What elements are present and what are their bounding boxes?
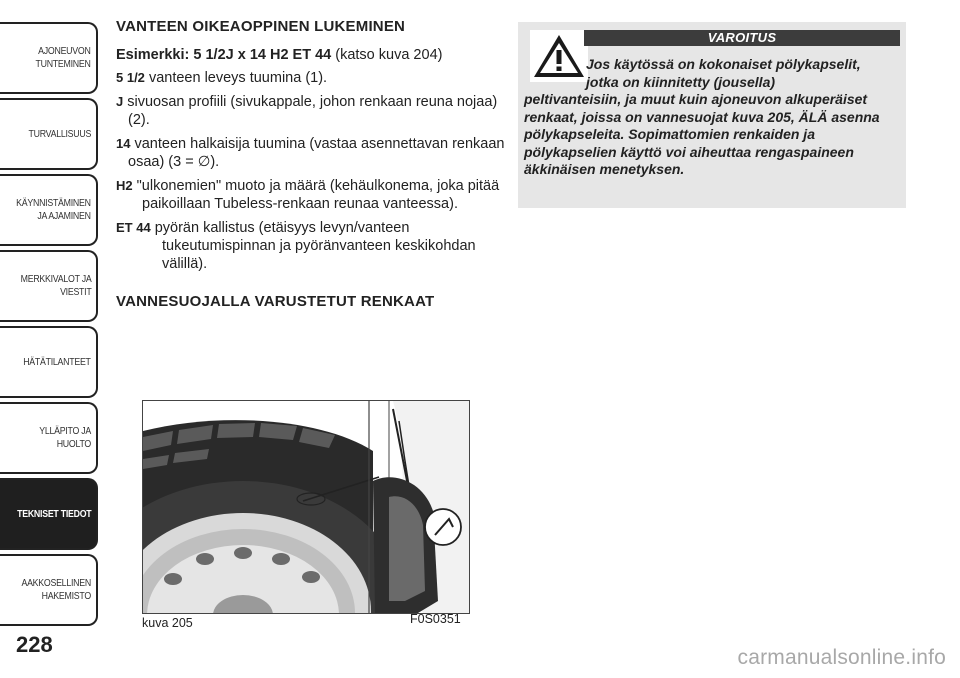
- tab-label: YLLÄPITO JA HUOLTO: [39, 426, 91, 450]
- warning-body: peltivanteisiin, ja muut kuin ajoneuvon alkuperäiset renkaat, joissa on vannesuojat kuva 205, ÄLÄ asenna pölykapseleita. Sopimattomien renkaiden ja pölykapselien käyttö voi aiheuttaa rengaspaineen äkkinäisen menetyksen.: [524, 91, 880, 177]
- definition-term: H2: [116, 178, 133, 193]
- definition-term: J: [116, 94, 124, 109]
- section-title: VANTEEN OIKEAOPPINEN LUKEMINEN: [116, 18, 406, 35]
- warning-box: [518, 22, 906, 208]
- definition-item: [116, 177, 506, 213]
- tab-label: AAKKOSELLINEN HAKEMISTO: [21, 578, 91, 602]
- page-number: 228: [16, 632, 53, 657]
- definition-text: "ulkonemien" muoto ja määrä (kehäulkonema, joka pitää paikoillaan Tubeless-renkaan reunaa vanteessa).: [132, 178, 500, 212]
- example-code: Esimerkki: 5 1/2J x 14 H2 ET 44: [116, 47, 332, 63]
- definition-item: [116, 135, 506, 171]
- warning-line-1: Jos käytössä on kokonaiset pölykapselit,: [586, 56, 861, 72]
- site-watermark: carmanualsonline.info: [737, 646, 946, 669]
- tab-turvallisuus[interactable]: [0, 98, 98, 170]
- tab-ajoneuvon-tunteminen[interactable]: [0, 22, 98, 94]
- tab-hakemisto[interactable]: [0, 554, 98, 626]
- figure-code: F0S0351: [410, 612, 461, 626]
- tab-kaynnistaminen[interactable]: [0, 174, 98, 246]
- tab-merkkivalot[interactable]: [0, 250, 98, 322]
- definition-term: ET 44: [116, 220, 151, 235]
- tab-tekniset-tiedot[interactable]: [0, 478, 98, 550]
- definition-text: vanteen halkaisija tuumina (vastaa asennettavan renkaan osaa) (3 = ∅).: [128, 136, 505, 170]
- tab-label: TEKNISET TIEDOT: [16, 508, 91, 520]
- tab-label: MERKKIVALOT JA VIESTIT: [20, 274, 91, 298]
- warning-text: [524, 56, 900, 179]
- definition-item: [116, 93, 506, 129]
- example-line: [116, 47, 506, 63]
- example-ref: (katso kuva 204): [331, 47, 443, 63]
- tyre-drawing: [143, 401, 469, 613]
- tab-label: AJONEUVON TUNTEMINEN: [35, 46, 91, 70]
- tab-yllapito[interactable]: [0, 402, 98, 474]
- definition-text: vanteen leveys tuumina (1).: [144, 70, 328, 86]
- tyre-illustration: [142, 400, 470, 614]
- definition-item: [116, 69, 506, 87]
- definition-text: pyörän kallistus (etäisyys levyn/vanteen tukeutumispinnan ja pyöränvanteen keskikohdan välillä).: [150, 220, 476, 272]
- definition-term: 5 1/2: [116, 70, 145, 85]
- main-column: [116, 18, 506, 310]
- tab-label: KÄYNNISTÄMINEN JA AJAMINEN: [16, 198, 91, 222]
- warning-line-2: jotka on kiinnitetty (jousella): [586, 73, 776, 90]
- definition-item: [116, 219, 506, 273]
- tab-hatatilanteet[interactable]: [0, 326, 98, 398]
- warning-heading: VAROITUS: [584, 30, 900, 46]
- definition-text: sivuosan profiili (sivukappale, johon renkaan reuna nojaa) (2).: [123, 94, 498, 128]
- tab-label: TURVALLISUUS: [28, 128, 91, 140]
- definition-term: 14: [116, 136, 131, 151]
- section-title-2: VANNESUOJALLA VARUSTETUT RENKAAT: [116, 293, 435, 310]
- tab-label: HÄTÄTILANTEET: [23, 356, 91, 368]
- figure-caption: kuva 205: [142, 616, 193, 630]
